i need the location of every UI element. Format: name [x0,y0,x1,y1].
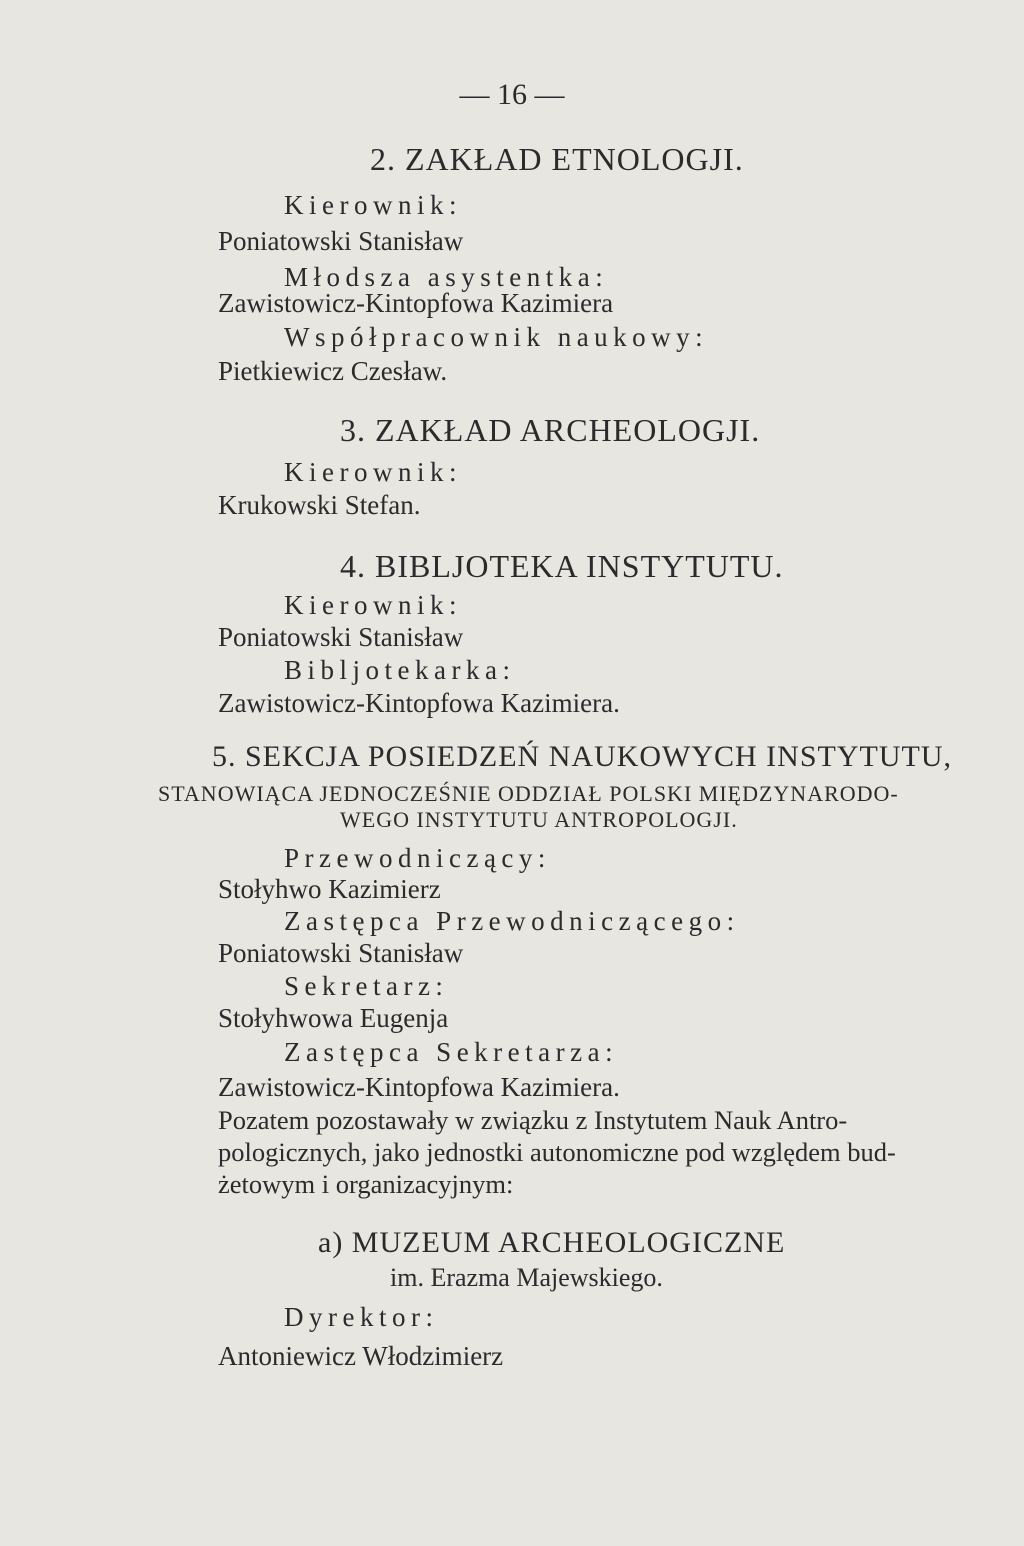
paragraph-line: Pozatem pozostawały w związku z Instytutem Nauk Antro- [218,1105,848,1135]
section-5-role-chairman: Przewodniczący: [284,843,551,873]
museum-heading: a) MUZEUM ARCHEOLOGICZNE [318,1226,786,1259]
museum-name-director: Antoniewicz Włodzimierz [218,1341,504,1371]
section-4-name-librarian: Zawistowicz-Kintopfowa Kazimiera. [218,688,620,718]
section-5-name-vice-secretary: Zawistowicz-Kintopfowa Kazimiera. [218,1072,620,1102]
section-4-heading: 4. BIBLJOTEKA INSTYTUTU. [340,548,784,584]
museum-subheading: im. Erazma Majewskiego. [390,1263,663,1292]
section-2-role-director: Kierownik: [284,190,462,220]
section-3-heading: 3. ZAKŁAD ARCHEOLOGJI. [340,412,761,448]
section-5-role-vice-secretary: Zastępca Sekretarza: [284,1037,619,1067]
section-5-subheading-line1: STANOWIĄCA JEDNOCZEŚNIE ODDZIAŁ POLSKI MIĘDZYNARODO- [158,781,899,806]
section-2-role-collaborator: Współpracownik naukowy: [284,322,709,352]
section-2-name-assistant: Zawistowicz-Kintopfowa Kazimiera [218,288,614,318]
section-5-heading: 5. SEKCJA POSIEDZEŃ NAUKOWYCH INSTYTUTU, [212,740,952,773]
section-4-role-director: Kierownik: [284,590,462,620]
section-4-role-librarian: Bibljotekarka: [284,655,516,685]
section-5-name-vice-chairman: Poniatowski Stanisław [218,938,464,968]
section-5-subheading-line2: WEGO INSTYTUTU ANTROPOLOGJI. [340,807,738,832]
section-2-heading: 2. ZAKŁAD ETNOLOGJI. [370,141,744,177]
section-3-role-director: Kierownik: [284,457,462,487]
section-5-role-secretary: Sekretarz: [284,971,449,1001]
section-4-name-director: Poniatowski Stanisław [218,622,464,652]
page-number: — 16 — [459,78,565,111]
section-5-name-secretary: Stołyhwowa Eugenja [218,1003,449,1033]
paragraph-line: pologicznych, jako jednostki autonomiczne pod względem bud- [218,1137,896,1167]
section-2-name-collaborator: Pietkiewicz Czesław. [218,356,448,386]
museum-role-director: Dyrektor: [284,1302,439,1332]
section-3-name-director: Krukowski Stefan. [218,490,421,520]
section-2-name-director: Poniatowski Stanisław [218,226,464,256]
section-5-name-chairman: Stołyhwo Kazimierz [218,874,441,904]
body-paragraph [218,1104,896,1200]
section-2-role-assistant: Młodsza asystentka: [284,262,609,292]
paragraph-line: żetowym i organizacyjnym: [218,1169,514,1199]
section-5-role-vice-chairman: Zastępca Przewodniczącego: [284,906,740,936]
